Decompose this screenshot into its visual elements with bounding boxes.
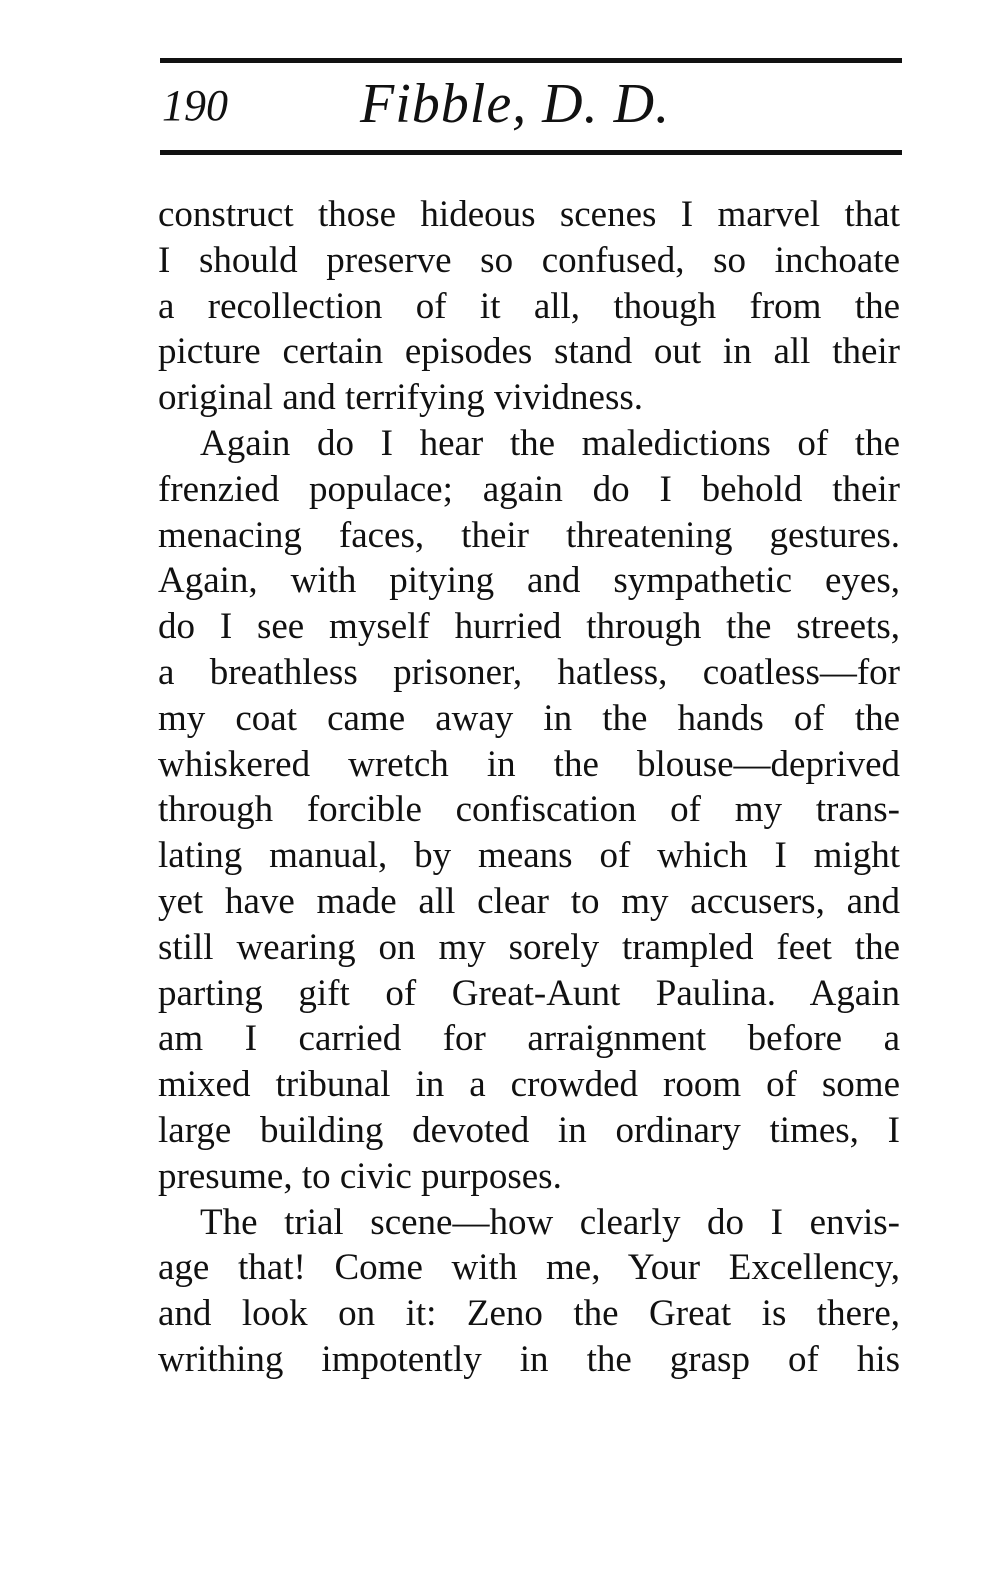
body-text — [158, 192, 900, 1383]
text-line: through forcible confiscation of my trans- — [158, 789, 900, 831]
text-line: my coat came away in the hands of the — [158, 697, 900, 739]
text-line: original and terrifying vividness. — [158, 377, 644, 419]
paragraph-start-line: The trial scene—how clearly do I envis- — [200, 1201, 900, 1243]
text-line: do I see myself hurried through the streets, — [158, 606, 900, 648]
text-line: lating manual, by means of which I might — [158, 835, 900, 877]
text-line: mixed tribunal in a crowded room of some — [158, 1064, 900, 1106]
text-line: frenzied populace; again do I behold their — [158, 468, 900, 510]
page-header — [160, 68, 902, 148]
header-bottom-rule — [160, 150, 902, 155]
text-line: whiskered wretch in the blouse—deprived — [158, 743, 900, 785]
text-line: age that! Come with me, Your Excellency, — [158, 1247, 900, 1289]
text-line: a breathless prisoner, hatless, coatless—for — [158, 651, 900, 693]
text-line: Again, with pitying and sympathetic eyes, — [158, 560, 900, 602]
header-top-rule — [160, 58, 902, 63]
text-line: construct those hideous scenes I marvel that — [158, 194, 900, 235]
text-line: writhing impotently in the grasp of his — [158, 1338, 900, 1380]
page-number: 190 — [162, 81, 228, 130]
text-line: a recollection of it all, though from the — [158, 285, 900, 327]
text-line: still wearing on my sorely trampled feet the — [158, 926, 900, 968]
running-title: Fibble, D. D. — [360, 73, 671, 135]
text-line: I should preserve so confused, so inchoate — [158, 239, 900, 281]
text-line: large building devoted in ordinary times, I — [158, 1109, 900, 1151]
text-line: menacing faces, their threatening gestures. — [158, 514, 900, 556]
text-line: and look on it: Zeno the Great is there, — [158, 1293, 900, 1335]
text-line: picture certain episodes stand out in all their — [158, 331, 900, 373]
text-line: yet have made all clear to my accusers, and — [158, 880, 900, 922]
text-line: am I carried for arraignment before a — [158, 1018, 900, 1060]
text-line: parting gift of Great-Aunt Paulina. Again — [158, 972, 900, 1014]
text-line: presume, to civic purposes. — [158, 1155, 562, 1197]
paragraph-start-line: Again do I hear the maledictions of the — [200, 422, 900, 464]
